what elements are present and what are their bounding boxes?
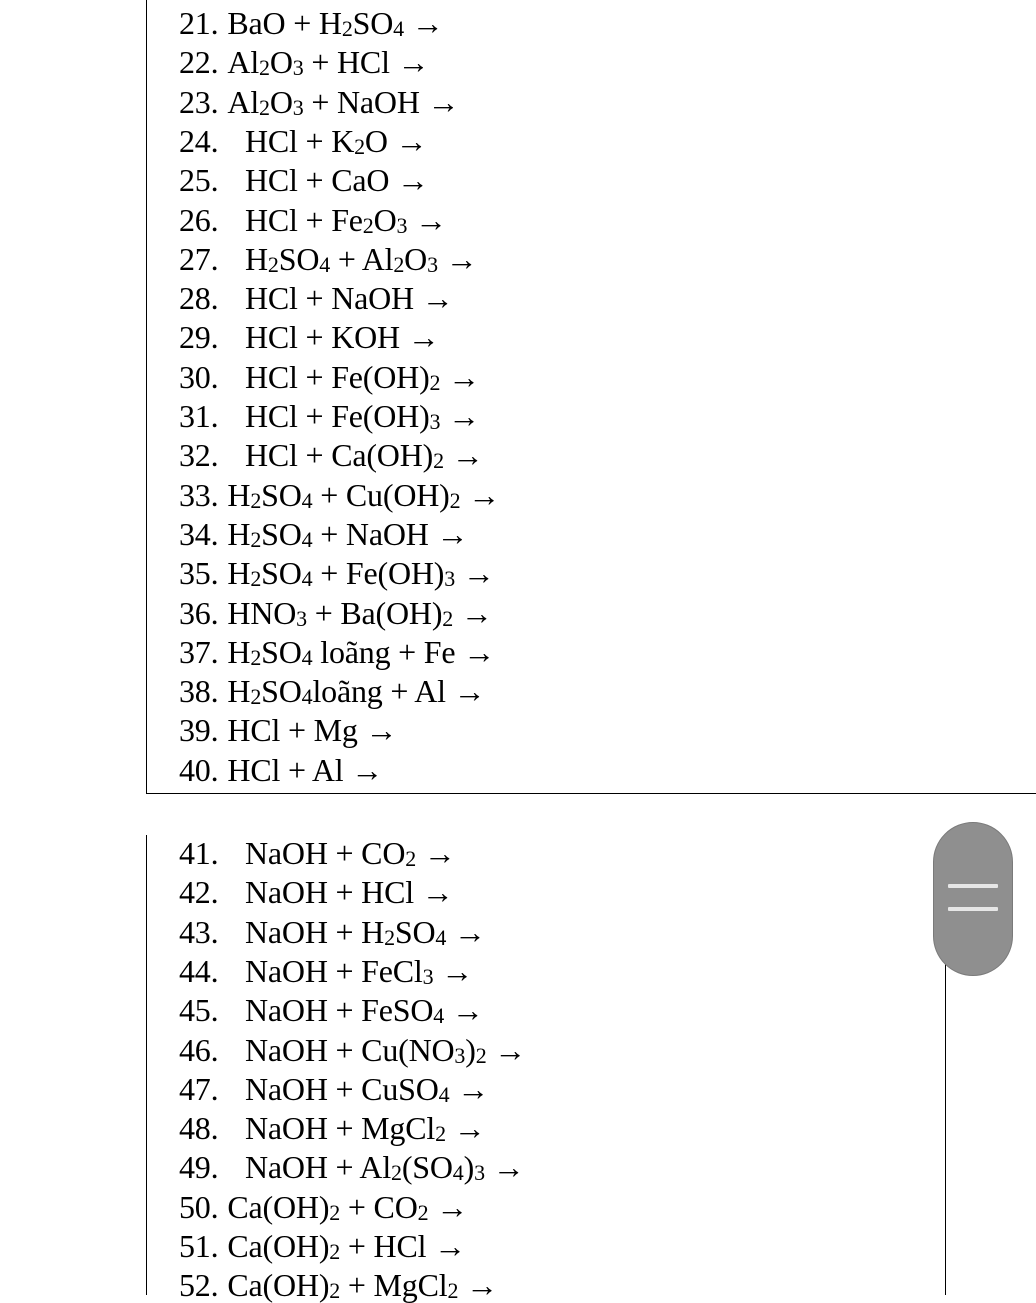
equation-item — [179, 1228, 466, 1264]
formula-text: SO — [261, 476, 302, 513]
formula-subscript: 2 — [250, 566, 262, 592]
formula-subscript: 2 — [329, 1199, 341, 1225]
formula-text: O — [269, 83, 293, 120]
equation-item — [179, 634, 495, 670]
equation-item — [179, 44, 429, 80]
equation-number: 39. — [179, 712, 219, 749]
formula-text: Al — [227, 83, 260, 120]
formula-text: HCl + K — [245, 122, 355, 159]
equation-formula — [227, 595, 492, 631]
formula-subscript: 2 — [341, 16, 353, 41]
equation-number: 49. — [179, 1149, 219, 1186]
formula-text: + Fe(OH) — [312, 555, 445, 592]
formula-text: HCl + Fe(OH) — [245, 398, 430, 434]
formula-text: O — [373, 201, 397, 238]
equation-formula — [245, 319, 440, 355]
equation-item — [179, 1110, 486, 1146]
formula-text: → — [449, 1070, 490, 1107]
formula-subscript: 4 — [301, 526, 313, 552]
equation-number: 21. — [179, 5, 219, 41]
equation-item — [179, 874, 454, 910]
formula-subscript: 2 — [447, 1278, 459, 1303]
equation-item — [179, 914, 486, 950]
formula-text: H — [227, 515, 251, 552]
formula-text: → — [403, 5, 444, 41]
formula-subscript: 3 — [422, 963, 434, 989]
equation-formula — [227, 555, 494, 591]
equation-number: 31. — [179, 398, 219, 434]
formula-subscript: 4 — [301, 684, 313, 710]
formula-text: NaOH + HCl → — [245, 874, 454, 911]
formula-text: → — [407, 201, 447, 238]
formula-text: ) — [463, 1149, 475, 1186]
formula-subscript: 2 — [329, 1239, 341, 1264]
formula-text: → — [437, 240, 478, 277]
formula-subscript: 4 — [393, 16, 404, 41]
formula-text: ) — [465, 1031, 476, 1068]
formula-subscript: 4 — [438, 1081, 450, 1107]
equation-formula — [227, 634, 495, 670]
equation-number: 43. — [179, 913, 219, 950]
formula-subscript: 4 — [301, 566, 313, 592]
formula-subscript: 3 — [292, 94, 304, 120]
formula-text: SO — [261, 673, 302, 710]
formula-text: NaOH + CO — [245, 835, 406, 871]
equation-item — [179, 1149, 525, 1185]
equation-item — [179, 992, 484, 1028]
equation-number: 51. — [179, 1228, 219, 1264]
formula-subscript: 2 — [393, 251, 405, 277]
equation-number: 30. — [179, 358, 219, 395]
equation-formula — [245, 953, 473, 989]
equation-number: 33. — [179, 476, 219, 513]
formula-text: + Ba(OH) — [306, 594, 443, 631]
formula-text: → — [445, 1110, 486, 1147]
equation-item — [179, 319, 440, 355]
page-scroll-handle[interactable] — [933, 822, 1013, 976]
formula-subscript: 3 — [296, 605, 307, 631]
equation-formula — [227, 752, 383, 788]
equation-number: 42. — [179, 874, 219, 911]
formula-text: → — [486, 1031, 527, 1068]
equation-formula — [227, 477, 500, 513]
formula-text: HCl + Mg → — [227, 712, 398, 749]
formula-text: HCl + Fe — [245, 201, 363, 238]
equation-formula — [245, 835, 456, 871]
formula-text: SO — [394, 913, 436, 950]
formula-subscript: 3 — [427, 251, 438, 277]
formula-text: H — [227, 673, 251, 710]
formula-text: HNO — [227, 594, 297, 631]
formula-subscript: 2 — [259, 55, 270, 81]
equation-item — [179, 953, 473, 989]
equation-number: 25. — [179, 162, 219, 199]
formula-text: NaOH + FeCl — [245, 952, 423, 989]
formula-text: SO — [261, 515, 302, 552]
equation-item — [179, 516, 468, 552]
formula-subscript: 2 — [405, 846, 417, 871]
formula-text: NaOH + H — [245, 913, 385, 950]
equation-formula — [227, 1228, 466, 1264]
formula-subscript: 2 — [267, 251, 279, 277]
equation-item — [179, 84, 459, 120]
formula-text: Al — [227, 44, 260, 81]
equation-item — [179, 241, 478, 277]
equation-formula — [227, 673, 485, 709]
formula-text: + Cu(OH) — [312, 476, 450, 513]
formula-subscript: 4 — [319, 251, 331, 277]
formula-text: → — [460, 476, 501, 513]
formula-text: → — [416, 835, 456, 871]
equation-formula — [227, 516, 468, 552]
equation-item — [179, 1267, 498, 1303]
equation-number: 40. — [179, 751, 219, 788]
formula-text: → — [433, 952, 474, 989]
equation-item — [179, 555, 495, 591]
equation-item — [179, 398, 480, 434]
formula-subscript: 2 — [475, 1042, 487, 1068]
formula-text: → — [440, 358, 480, 395]
formula-text: → — [444, 992, 484, 1029]
equation-number: 50. — [179, 1188, 219, 1225]
equation-item — [179, 202, 447, 238]
equation-formula — [245, 280, 454, 316]
formula-text: H — [245, 240, 268, 277]
formula-text: HCl + CaO → — [245, 162, 429, 199]
equation-formula — [227, 1267, 497, 1303]
formula-text: O — [404, 240, 428, 277]
equation-number: 41. — [179, 835, 219, 871]
formula-text: + HCl → — [340, 1228, 466, 1264]
formula-text: NaOH + MgCl — [245, 1110, 436, 1147]
equation-item — [179, 673, 485, 709]
formula-text: SO — [261, 633, 302, 670]
equation-item — [179, 1071, 489, 1107]
equation-formula — [245, 398, 480, 434]
equation-item — [179, 1032, 526, 1068]
formula-subscript: 2 — [250, 526, 262, 552]
formula-subscript: 2 — [417, 1199, 429, 1225]
formula-text: HCl + Al → — [227, 751, 384, 788]
formula-subscript: 4 — [433, 1003, 445, 1029]
formula-text: + HCl → — [303, 44, 430, 81]
formula-subscript: 3 — [474, 1160, 485, 1186]
equation-number: 44. — [179, 952, 219, 989]
formula-subscript: 2 — [449, 487, 461, 513]
formula-text: NaOH + CuSO — [245, 1070, 439, 1107]
equation-formula — [245, 1032, 526, 1068]
formula-text: → — [446, 913, 486, 950]
equation-formula — [245, 202, 447, 238]
equation-number: 32. — [179, 437, 219, 474]
equation-number: 28. — [179, 280, 219, 317]
equation-formula — [245, 914, 486, 950]
equation-formula — [227, 84, 459, 120]
equation-number: 22. — [179, 44, 219, 81]
equation-item — [179, 123, 427, 159]
equation-formula — [245, 241, 478, 277]
equation-number: 26. — [179, 201, 219, 238]
equation-item — [179, 359, 480, 395]
formula-subscript: 3 — [429, 409, 441, 434]
formula-subscript: 3 — [454, 1042, 466, 1068]
equation-formula — [227, 712, 397, 748]
formula-text: → — [453, 594, 493, 631]
formula-text: → — [484, 1149, 525, 1186]
equation-number: 34. — [179, 515, 219, 552]
equation-number: 29. — [179, 319, 219, 356]
formula-text: Ca(OH) — [227, 1267, 330, 1303]
equation-number: 36. — [179, 594, 219, 631]
formula-text: NaOH + Cu(NO — [245, 1031, 455, 1068]
formula-subscript: 2 — [250, 684, 262, 710]
formula-text: + Al — [330, 240, 394, 277]
equation-number: 52. — [179, 1267, 219, 1303]
equation-number: 48. — [179, 1110, 219, 1147]
formula-text: + NaOH → — [312, 515, 469, 552]
equation-formula — [245, 992, 484, 1028]
equation-number: 45. — [179, 992, 219, 1029]
formula-subscript: 3 — [396, 212, 408, 238]
formula-subscript: 2 — [354, 133, 365, 159]
equation-item — [179, 712, 397, 748]
formula-subscript: 3 — [444, 566, 456, 592]
formula-text: O → — [364, 122, 428, 159]
equation-item — [179, 477, 500, 513]
equation-formula — [227, 5, 443, 41]
formula-text: loãng + Fe → — [312, 633, 496, 670]
equation-formula — [227, 44, 429, 80]
formula-subscript: 2 — [442, 605, 454, 631]
formula-text: + MgCl — [340, 1267, 448, 1303]
formula-subscript: 4 — [301, 487, 313, 513]
formula-text: Ca(OH) — [227, 1188, 330, 1225]
formula-subscript: 3 — [292, 55, 304, 81]
equation-formula — [245, 874, 454, 910]
formula-text: (SO — [401, 1149, 453, 1186]
formula-subscript: 2 — [362, 212, 374, 238]
equation-formula — [245, 1149, 525, 1185]
equation-number: 38. — [179, 673, 219, 710]
formula-text: H — [227, 633, 251, 670]
formula-text: BaO + H — [227, 5, 342, 41]
equation-item — [179, 752, 383, 788]
formula-subscript: 2 — [391, 1160, 402, 1186]
equation-formula — [245, 1071, 489, 1107]
formula-text: HCl + NaOH → — [245, 280, 454, 317]
formula-text: H — [227, 476, 251, 513]
formula-text: SO — [261, 555, 302, 592]
formula-subscript: 2 — [250, 644, 262, 670]
equation-number: 37. — [179, 633, 219, 670]
formula-text: + NaOH → — [303, 83, 460, 120]
formula-subscript: 4 — [452, 1160, 464, 1186]
formula-text: HCl + KOH → — [245, 319, 440, 356]
formula-text: → — [440, 398, 480, 434]
formula-text: SO — [352, 5, 394, 41]
formula-text: Ca(OH) — [227, 1228, 330, 1264]
equation-number: 46. — [179, 1031, 219, 1068]
equation-item — [179, 1189, 468, 1225]
formula-subscript: 4 — [435, 924, 447, 950]
formula-subscript: 2 — [329, 1278, 341, 1303]
formula-subscript: 2 — [259, 94, 270, 120]
formula-subscript: 2 — [429, 369, 441, 395]
formula-text: HCl + Fe(OH) — [245, 358, 430, 395]
equation-formula — [245, 1110, 486, 1146]
formula-text: NaOH + FeSO — [245, 992, 434, 1029]
equation-number: 47. — [179, 1070, 219, 1107]
equation-number: 23. — [179, 83, 219, 120]
formula-subscript: 2 — [435, 1121, 446, 1147]
equation-number: 35. — [179, 555, 219, 592]
document-page-bottom — [146, 835, 946, 1303]
formula-text: SO — [278, 240, 320, 277]
formula-text: → — [458, 1267, 498, 1303]
formula-subscript: 2 — [384, 924, 395, 950]
equation-item — [179, 5, 444, 41]
equation-item — [179, 162, 429, 198]
formula-text: → — [455, 555, 495, 592]
equation-item — [179, 280, 454, 316]
formula-subscript: 2 — [433, 448, 444, 474]
equation-number: 24. — [179, 122, 219, 159]
equation-formula — [245, 123, 427, 159]
document-page-top — [146, 0, 1036, 794]
formula-text: H — [227, 555, 251, 592]
formula-text: HCl + Ca(OH) — [245, 437, 434, 474]
formula-text: → — [443, 437, 484, 474]
equation-number: 27. — [179, 240, 219, 277]
equation-item — [179, 437, 484, 473]
formula-subscript: 4 — [301, 644, 313, 670]
formula-text: loãng + Al → — [312, 673, 486, 710]
formula-text: + CO — [340, 1188, 418, 1225]
equation-formula — [227, 1189, 468, 1225]
formula-subscript: 2 — [250, 487, 262, 513]
equation-formula — [245, 162, 429, 198]
equation-item — [179, 835, 456, 871]
equation-formula — [245, 359, 480, 395]
formula-text: NaOH + Al — [245, 1149, 392, 1186]
formula-text: O — [269, 44, 293, 81]
equation-item — [179, 595, 493, 631]
formula-text: → — [428, 1188, 469, 1225]
equation-formula — [245, 437, 484, 473]
